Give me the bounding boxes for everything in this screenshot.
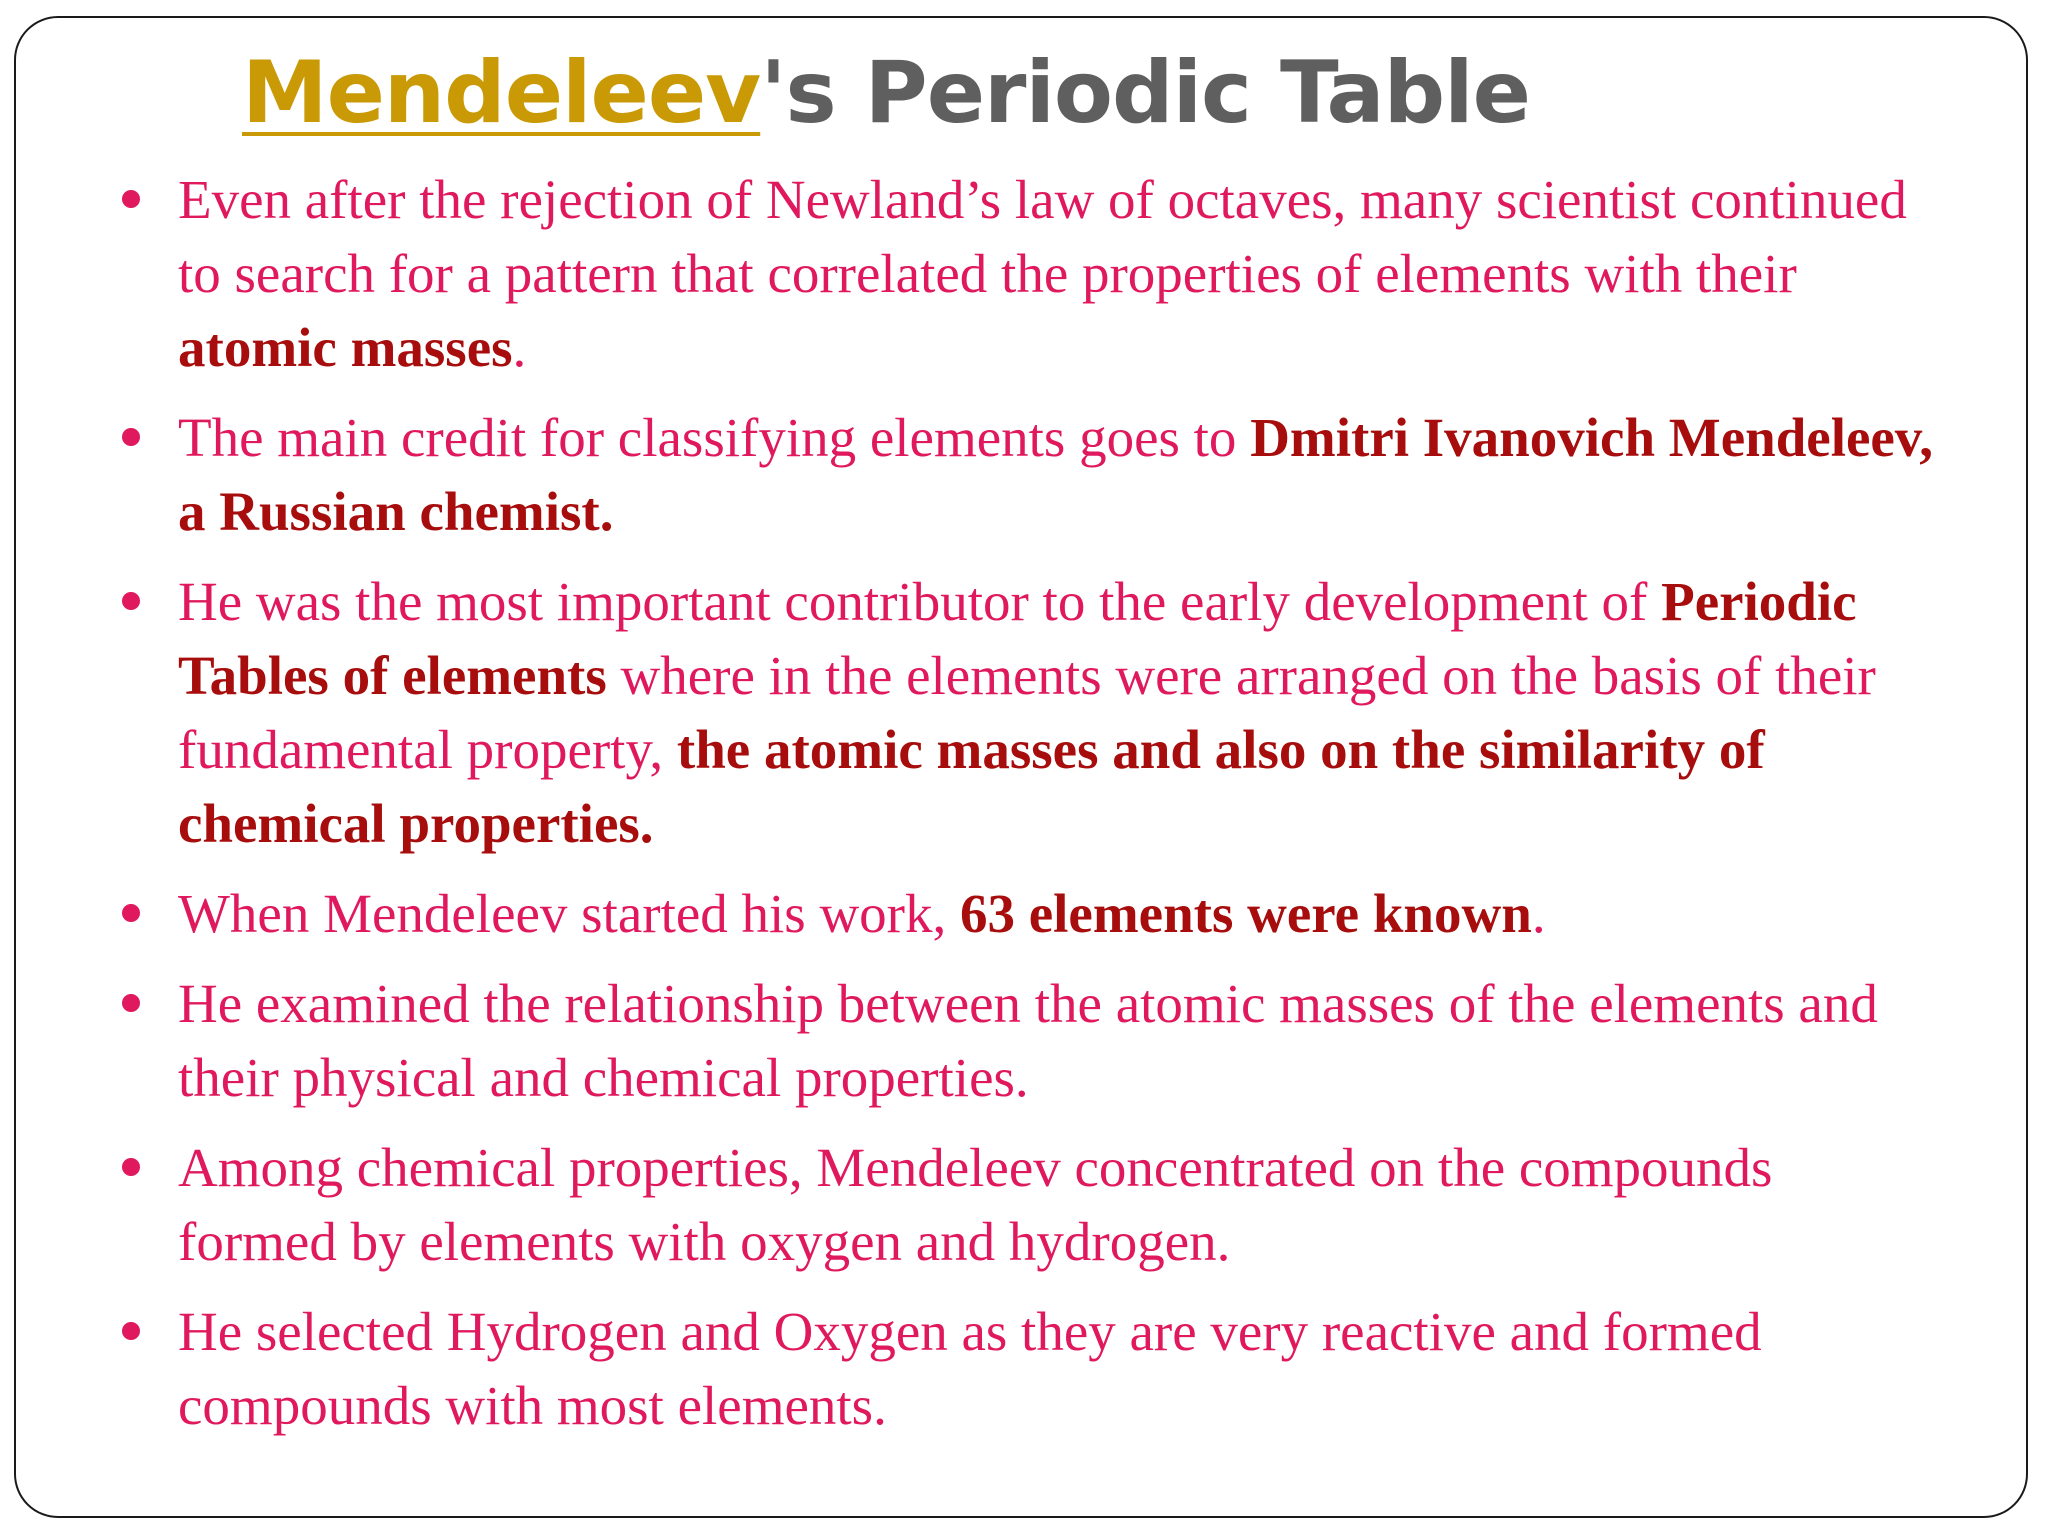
title-rest: 's Periodic Table bbox=[760, 43, 1530, 143]
bullet-text: . bbox=[512, 317, 527, 378]
bullet-emphasis: Periodic Tables of elements bbox=[178, 571, 1857, 706]
bullet-dot-icon bbox=[122, 904, 140, 922]
bullet-dot-icon bbox=[122, 1322, 140, 1340]
bullet-item bbox=[114, 163, 1934, 385]
bullet-item bbox=[114, 401, 1934, 549]
bullet-item bbox=[114, 967, 1934, 1115]
bullet-emphasis: atomic masses bbox=[178, 317, 513, 378]
bullet-text: where in the elements were arranged on the basis of their fundamental property, bbox=[178, 645, 1876, 780]
bullet-emphasis: the atomic masses and also on the similarity of chemical properties. bbox=[178, 719, 1765, 854]
bullet-list bbox=[114, 163, 1934, 1459]
bullet-dot-icon bbox=[122, 994, 140, 1012]
bullet-text: He was the most important contributor to the early development of bbox=[178, 571, 1662, 632]
slide-title bbox=[242, 38, 1530, 148]
bullet-dot-icon bbox=[122, 190, 140, 208]
bullet-dot-icon bbox=[122, 428, 140, 446]
bullet-text: . bbox=[1531, 883, 1546, 944]
slide bbox=[14, 16, 2028, 1518]
title-name: Mendeleev bbox=[242, 43, 761, 143]
bullet-text: He examined the relationship between the atomic masses of the elements and their physical and chemical properties. bbox=[178, 973, 1878, 1108]
bullet-text: Among chemical properties, Mendeleev concentrated on the compounds formed by elements with oxygen and hydrogen. bbox=[178, 1137, 1773, 1272]
bullet-emphasis: 63 elements were known bbox=[959, 883, 1532, 944]
bullet-text: The main credit for classifying elements goes to bbox=[178, 407, 1251, 468]
bullet-dot-icon bbox=[122, 1158, 140, 1176]
bullet-item bbox=[114, 1295, 1934, 1443]
bullet-item bbox=[114, 565, 1934, 861]
bullet-text: Even after the rejection of Newland’s law of octaves, many scientist continued to search for a pattern that correlated the properties of elements with their bbox=[178, 169, 1907, 304]
bullet-item bbox=[114, 877, 1934, 951]
bullet-text: He selected Hydrogen and Oxygen as they are very reactive and formed compounds with most elements. bbox=[178, 1301, 1762, 1436]
bullet-item bbox=[114, 1131, 1934, 1279]
bullet-emphasis: Dmitri Ivanovich Mendeleev, a Russian chemist. bbox=[178, 407, 1934, 542]
bullet-dot-icon bbox=[122, 592, 140, 610]
bullet-text: When Mendeleev started his work, bbox=[178, 883, 960, 944]
